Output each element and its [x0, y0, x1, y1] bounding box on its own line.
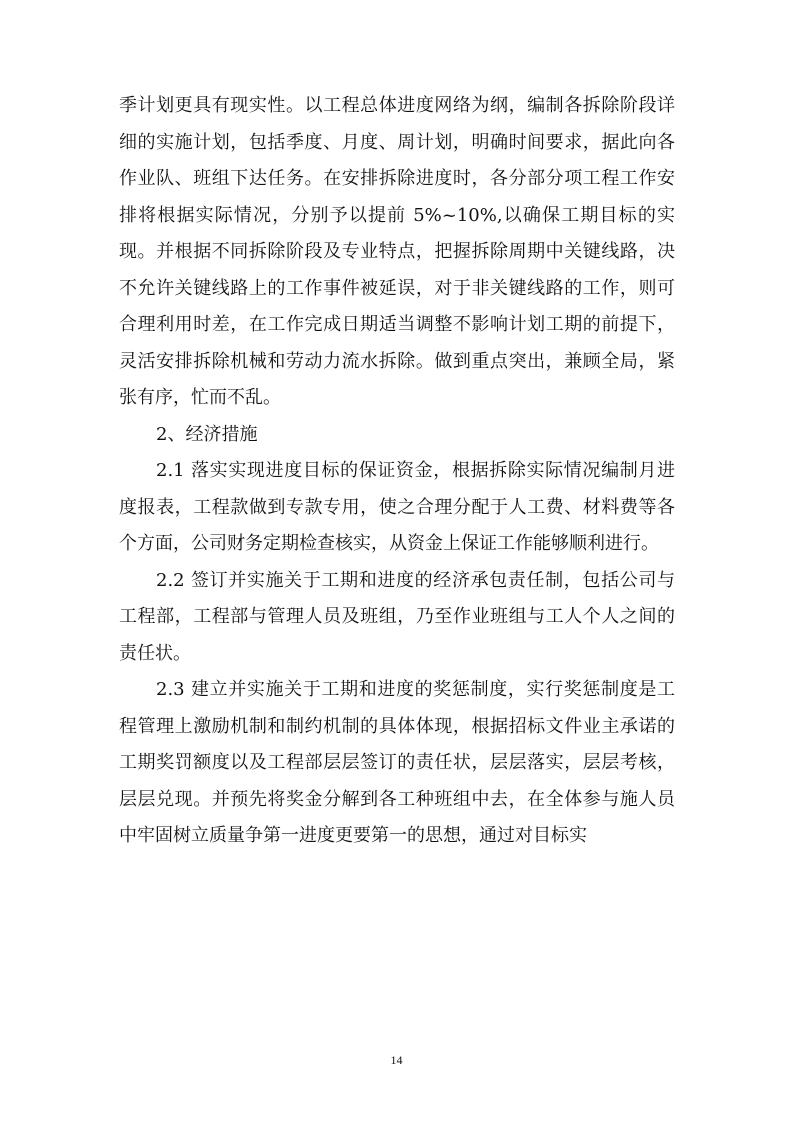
paragraph-schedule-plan: 季计划更具有现实性。以工程总体进度网络为纲，编制各拆除阶段详细的实施计划，包括季度、月度、周计划，明确时间要求，据此向各作业队、班组下达任务。在安排拆除进度时，各分部分项工程工作安排将根据实际情况，分别予以提前 5%~10%,以确保工期目标的实现。并根据不同拆除阶段及专业特点，把握拆除周期中关键线路，决不允许关键线路上的工作事件被延误，对于非关键线路的工作，则可合理利用时差，在工作完成日期适当调整不影响计划工期的前提下，灵活安排拆除机械和劳动力流水拆除。做到重点突出，兼顾全局，紧张有序，忙而不乱。 — [119, 95, 675, 408]
paragraph-2-1-funding: 2.1 落实实现进度目标的保证资金，根据拆除实际情况编制月进度报表，工程款做到专款专用，使之合理分配于人工费、材料费等各个方面，公司财务定期检查核实，从资金上保证工作能够顺利进行。 — [119, 460, 675, 554]
page-number: 14 — [390, 1053, 403, 1067]
section-heading-economic-measures: 2、经济措施 — [156, 423, 258, 445]
paragraph-2-3-reward-penalty: 2.3 建立并实施关于工期和进度的奖惩制度，实行奖惩制度是工程管理上激励机制和制约机制的具体体现，根据招标文件业主承诺的工期奖罚额度以及工程部层层签订的责任状，层层落实，层层考核，层层兑现。并预先将奖金分解到各工种班组中去，在全体参与施人员中牢固树立质量争第一进度更要第一的思想，通过对目标实 — [119, 679, 675, 846]
document-body — [119, 88, 675, 855]
paragraph-2-2-contract-responsibility: 2.2 签订并实施关于工期和进度的经济承包责任制，包括公司与工程部，工程部与管理人员及班组，乃至作业班组与工人个人之间的责任状。 — [119, 569, 675, 664]
